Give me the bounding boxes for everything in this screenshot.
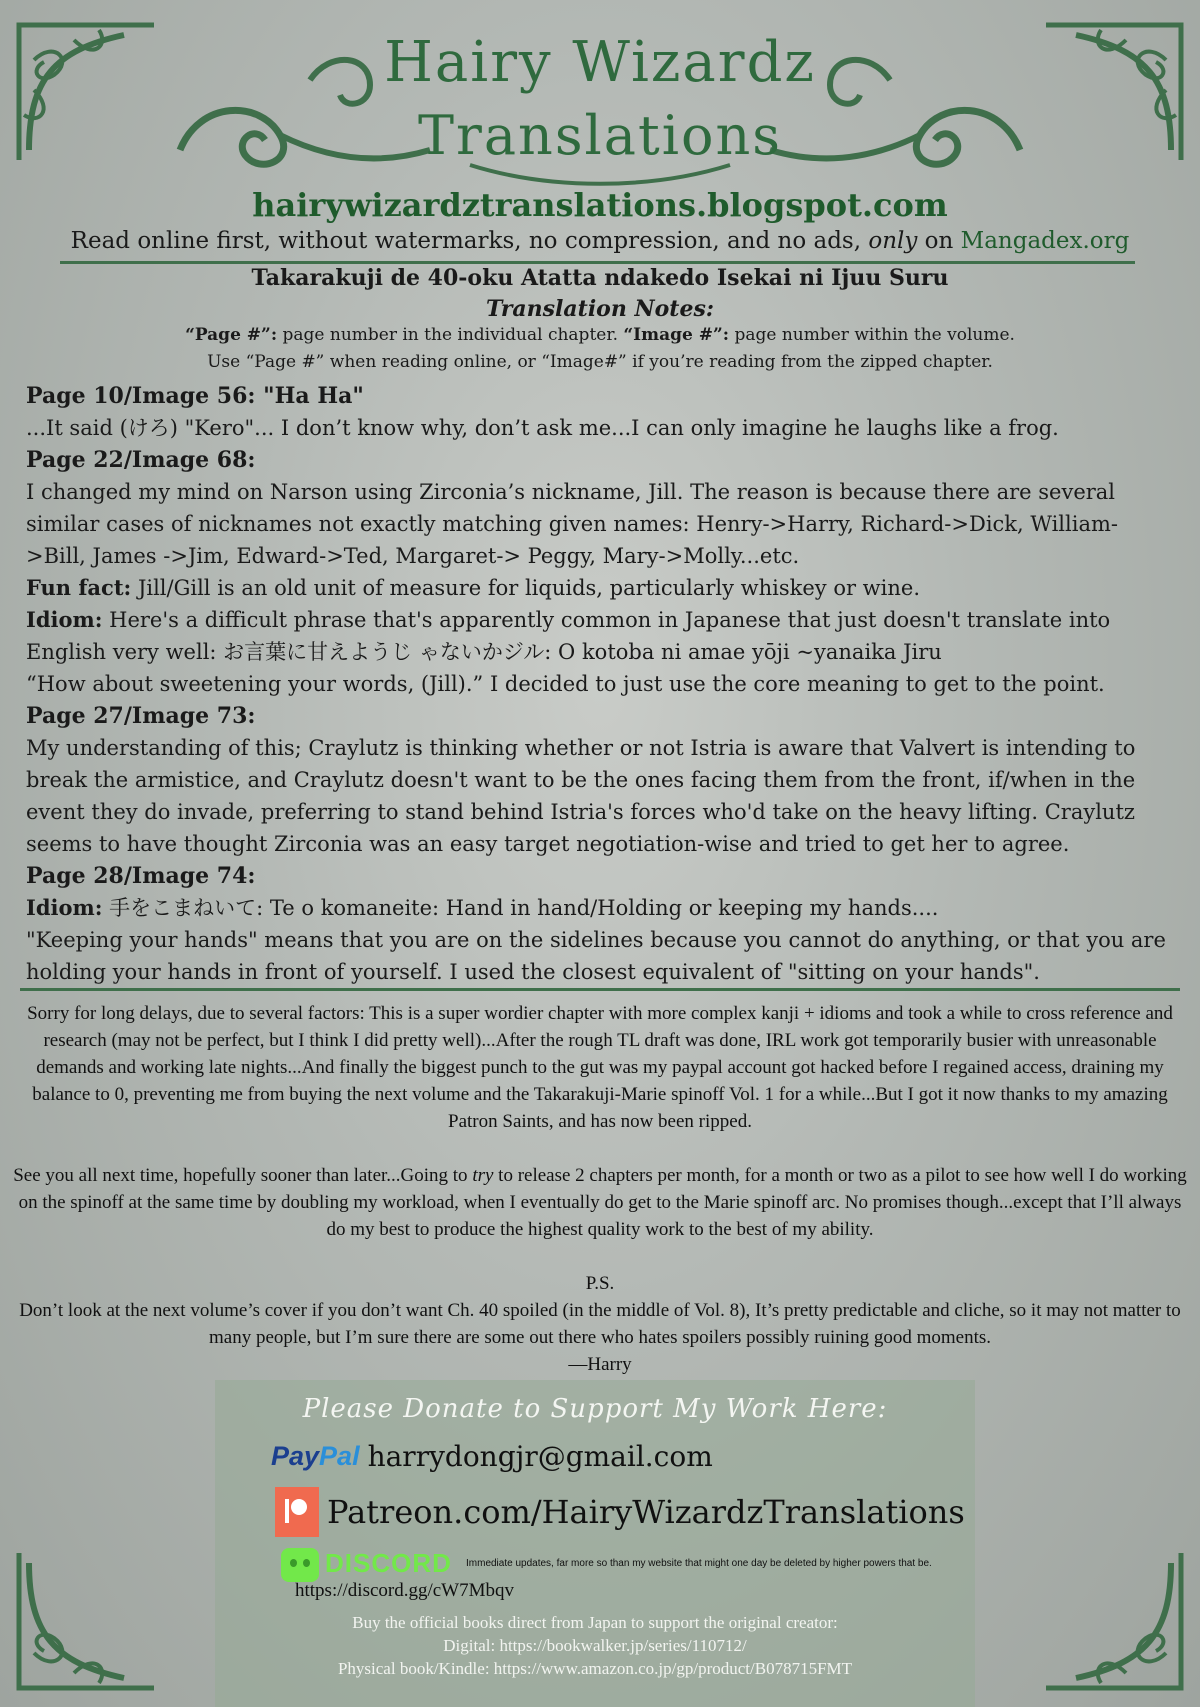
- idiom-meaning-1: “How about sweetening your words, (Jill).” I decided to just use the core meaning to get to the point.: [26, 672, 1105, 696]
- note-heading-p10: Page 10/Image 56: "Ha Ha": [26, 383, 364, 409]
- page-label-text: page number in the individual chapter.: [277, 325, 624, 345]
- mangadex-link[interactable]: Mangadex.org: [960, 228, 1130, 254]
- tagline-emphasis: only: [868, 228, 918, 254]
- corner-ornament-icon: [14, 1543, 164, 1693]
- image-label-text: page number within the volume.: [729, 325, 1015, 345]
- apology-paragraph: Sorry for long delays, due to several factors: This is a super wordier chapter with more complex kanji + idioms and took a while to cross reference and research (may not be perfect, but I think I did pretty well)...After the rough TL draft was done, IRL work got temporarily busier with unreasonable demands and working late nights...And finally the biggest punch to the gut was my paypal account got hacked before I regained access, draining my balance to 0, preventing me from buying the next volume and the Takarakuji-Marie spinoff Vol. 1 for a while...But I got it now thanks to my amazing Patron Saints, and has now been ripped.: [27, 1003, 1173, 1132]
- note-heading-p27: Page 27/Image 73:: [26, 703, 256, 729]
- idiom-text: 手をこまねいて: Te o komaneite: Hand in hand/Holding or keeping my hands....: [102, 896, 939, 920]
- paypal-email-link[interactable]: harrydongjr@gmail.com: [367, 1439, 713, 1473]
- ps-text: Don’t look at the next volume’s cover if you don’t want Ch. 40 spoiled (in the middle of Vol. 8), It’s pretty predictable and cliche, so it may not matter to many people, but I’m sure there are some out there who hates spoilers possibly ruining good moments.: [19, 1300, 1181, 1348]
- divider: [60, 261, 1135, 264]
- bookwalker-link[interactable]: Digital: https://bookwalker.jp/series/110712/: [443, 1636, 747, 1655]
- fun-fact-text: Jill/Gill is an old unit of measure for liquids, particularly whiskey or wine.: [131, 576, 920, 600]
- fun-fact: [26, 572, 1176, 604]
- note-text-p10: ...It said (けろ) "Kero"... I don’t know why, don’t ask me...I can only imagine he laughs like a frog.: [26, 416, 1059, 440]
- next-time-emphasis: try: [472, 1165, 494, 1186]
- patreon-link[interactable]: Patreon.com/HairyWizardzTranslations: [327, 1493, 965, 1531]
- translator-message: [10, 1000, 1190, 1378]
- paypal-logo-icon: [271, 1441, 360, 1472]
- donation-heading: Please Donate to Support My Work Here:: [302, 1394, 888, 1424]
- ps-label: P.S.: [585, 1273, 615, 1294]
- paypal-logo-pay: Pay: [271, 1440, 320, 1471]
- paypal-row[interactable]: [271, 1436, 713, 1476]
- donation-panel: [215, 1380, 975, 1707]
- site-url-link[interactable]: hairywizardztranslations.blogspot.com: [252, 186, 948, 224]
- idiom-note-1: [26, 604, 1176, 668]
- buy-official-text: Buy the official books direct from Japan to support the original creator:: [352, 1613, 838, 1632]
- idiom-label: Idiom:: [26, 607, 103, 632]
- patreon-icon: [275, 1487, 319, 1537]
- note-text-p27: My understanding of this; Craylutz is thinking whether or not Istria is aware that Valvert is intending to break the armistice, and Craylutz doesn't want to be the ones facing them from the front, if/when in the event they do invade, preferring to stand behind Istria's forces who'd take on the heavy lifting. Craylutz seems to have thought Zirconia was an easy target negotiation-wise and tried to get her to agree.: [26, 736, 1136, 856]
- site-title-line2: Translations: [418, 104, 782, 167]
- discord-note: Immediate updates, far more so than my website that might one day be deleted by higher powers that be.: [466, 1558, 932, 1569]
- amazon-link[interactable]: Physical book/Kindle: https://www.amazon.co.jp/gp/product/B078715FMT: [337, 1659, 853, 1678]
- translation-notes-usage: Use “Page #” when reading online, or “Image#” if you’re reading from the zipped chapter.: [207, 352, 993, 372]
- next-time-text: See you all next time, hopefully sooner than later...Going to: [13, 1165, 473, 1186]
- idiom-text: Here's a difficult phrase that's apparently common in Japanese that just doesn't translate into English very well: お言葉に甘えようじ ゃないかジル: O kotoba ni amae yōji ~yanaika Jiru: [26, 608, 1111, 664]
- notes-body: [26, 380, 1176, 988]
- series-title: Takarakuji de 40-oku Atatta ndakedo Isekai ni Ijuu Suru: [251, 265, 949, 291]
- tagline-text: Read online first, without watermarks, no compression, and no ads,: [70, 228, 869, 254]
- page-label: “Page #”:: [185, 325, 278, 345]
- translation-notes-heading: Translation Notes:: [486, 296, 714, 322]
- translation-notes-legend: [0, 325, 1200, 345]
- divider: [20, 988, 1180, 991]
- note-text-p22: I changed my mind on Narson using Zirconia’s nickname, Jill. The reason is because there are several similar cases of nicknames not exactly matching given names: Henry->Harry, Richard->Dick, William->Bill, James ->Jim, Edward->Ted, Margaret-> Peggy, Mary->Molly...etc.: [26, 480, 1118, 568]
- idiom-meaning-2: "Keeping your hands" means that you are on the sidelines because you cannot do anything, or that you are holding your hands in front of yourself. I used the closest equivalent of "sitting on your hands".: [26, 928, 1166, 984]
- tagline-text-on: on: [917, 228, 961, 254]
- discord-icon: [281, 1548, 319, 1582]
- next-time-text-rest: to release 2 chapters per month, for a month or two as a pilot to see how well I do working on the spinoff at the same time by doubling my workload, when I eventually do get to the Marie spinoff arc. No promises though...except that I’ll always do my best to produce the highest quality work to the best of my ability.: [18, 1165, 1187, 1240]
- discord-invite-link[interactable]: https://discord.gg/cW7Mbqv: [295, 1580, 515, 1601]
- tagline: [0, 228, 1200, 254]
- paypal-logo-pal: Pal: [319, 1440, 360, 1471]
- idiom-note-2: [26, 892, 1176, 924]
- image-label: “Image #”:: [623, 325, 730, 345]
- header: [0, 20, 1200, 190]
- discord-wordmark: DISCORD: [325, 1548, 452, 1578]
- patreon-row[interactable]: [275, 1484, 965, 1540]
- fun-fact-label: Fun fact:: [26, 575, 132, 600]
- corner-ornament-icon: [1036, 1543, 1186, 1693]
- idiom-label: Idiom:: [26, 895, 103, 920]
- note-heading-p22: Page 22/Image 68:: [26, 447, 256, 473]
- next-time-paragraph: [10, 1162, 1190, 1243]
- signature: —Harry: [568, 1354, 632, 1375]
- site-title-line1: Hairy Wizardz: [384, 30, 816, 95]
- note-heading-p28: Page 28/Image 74:: [26, 863, 256, 889]
